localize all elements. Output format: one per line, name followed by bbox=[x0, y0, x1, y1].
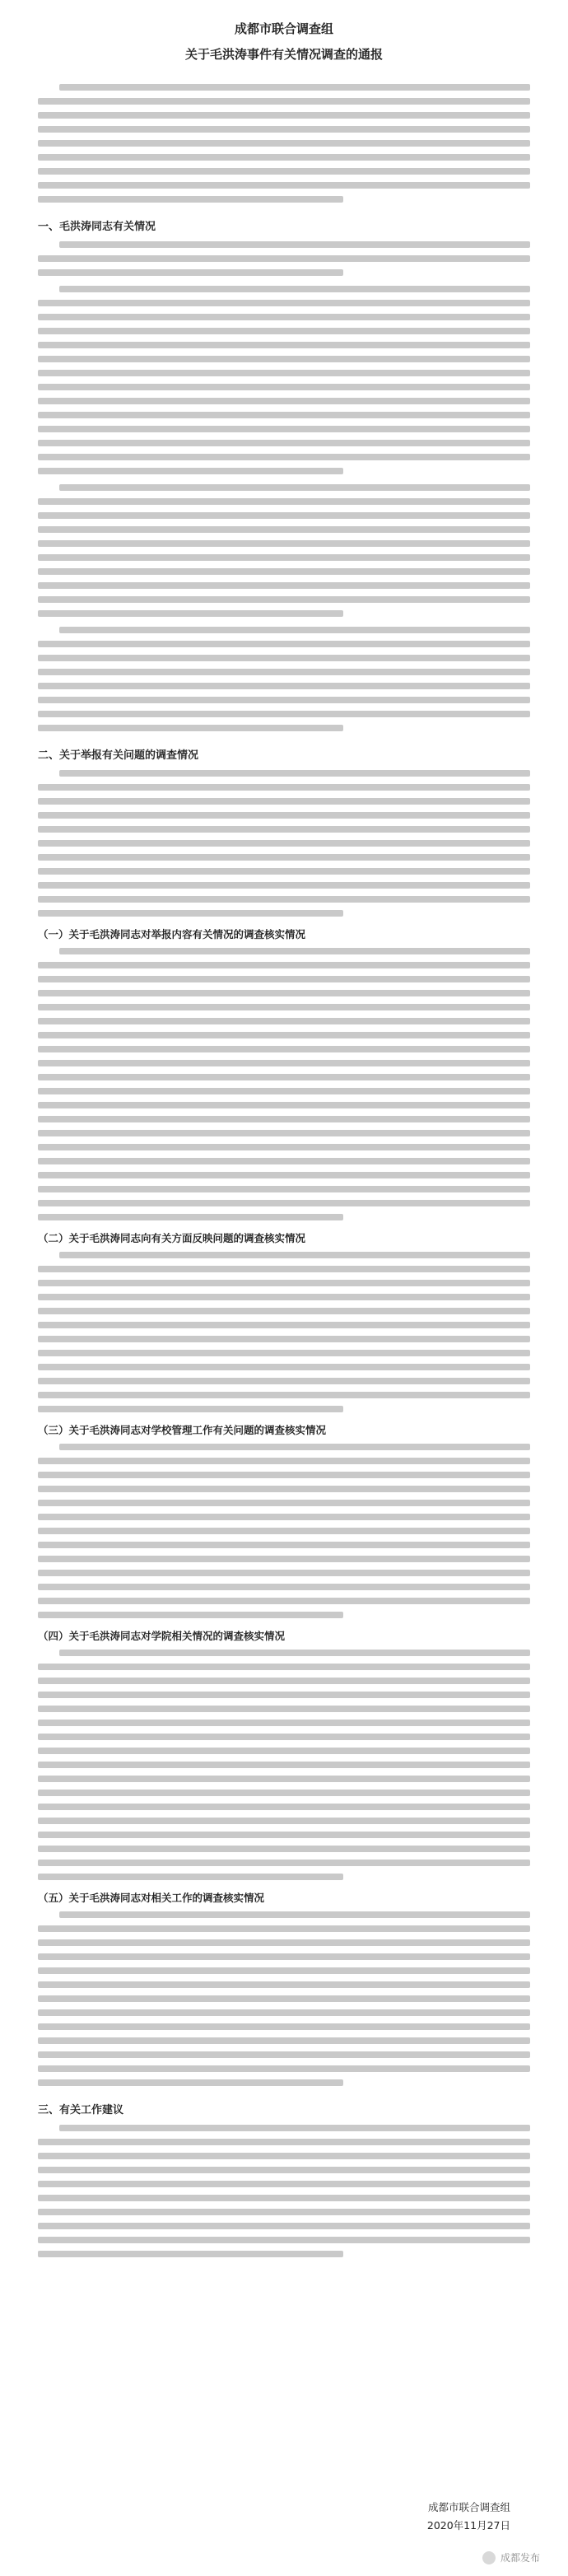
text-line bbox=[38, 2023, 530, 2030]
text-line bbox=[38, 1528, 530, 1534]
text-line bbox=[38, 655, 530, 661]
paragraph bbox=[38, 1252, 530, 1412]
text-line bbox=[38, 126, 530, 133]
text-line bbox=[38, 1953, 530, 1960]
signature-org: 成都市联合调查组 bbox=[427, 2501, 510, 2513]
text-line bbox=[38, 2037, 530, 2044]
text-line bbox=[38, 1762, 530, 1768]
text-line bbox=[38, 1116, 530, 1122]
text-line bbox=[38, 1144, 530, 1150]
text-line bbox=[38, 1542, 530, 1548]
paragraph bbox=[38, 627, 530, 731]
subsection-heading-2: （二）关于毛洪涛同志向有关方面反映问题的调查核实情况 bbox=[38, 1232, 306, 1244]
text-line bbox=[38, 1720, 530, 1726]
text-line bbox=[38, 1939, 530, 1946]
text-line bbox=[38, 2251, 343, 2257]
issuing-org: 成都市联合调查组 bbox=[234, 21, 333, 36]
text-line bbox=[59, 241, 530, 248]
text-line bbox=[38, 1074, 530, 1080]
text-line bbox=[38, 440, 530, 446]
watermark-text: 成都发布 bbox=[500, 2552, 540, 2564]
text-line bbox=[59, 770, 530, 777]
text-line bbox=[38, 1925, 530, 1932]
text-line bbox=[38, 426, 530, 432]
text-line bbox=[38, 1032, 530, 1038]
text-line bbox=[38, 910, 343, 917]
paragraph bbox=[38, 84, 530, 203]
text-line bbox=[59, 286, 530, 292]
text-line bbox=[38, 826, 530, 833]
text-line bbox=[38, 112, 530, 119]
text-line bbox=[38, 1860, 530, 1866]
text-line bbox=[38, 314, 530, 320]
weibo-logo-icon bbox=[482, 2551, 496, 2564]
text-line bbox=[38, 854, 530, 861]
text-line bbox=[38, 154, 530, 161]
text-line bbox=[38, 1790, 530, 1796]
text-line bbox=[38, 1500, 530, 1506]
text-line bbox=[38, 1200, 530, 1206]
watermark bbox=[482, 2550, 540, 2564]
text-line bbox=[38, 182, 530, 189]
text-line bbox=[38, 2167, 530, 2173]
subsection-heading-3: （三）关于毛洪涛同志对学校管理工作有关问题的调查核实情况 bbox=[38, 1424, 327, 1436]
text-line bbox=[38, 1584, 530, 1590]
text-line bbox=[38, 868, 530, 875]
text-line bbox=[38, 1556, 530, 1562]
text-line bbox=[38, 896, 530, 903]
text-line bbox=[38, 683, 530, 689]
text-line bbox=[38, 1350, 530, 1356]
subsection-heading-1: （一）关于毛洪涛同志对举报内容有关情况的调查核实情况 bbox=[38, 928, 306, 940]
text-line bbox=[38, 168, 530, 175]
text-line bbox=[38, 697, 530, 703]
text-line bbox=[38, 1046, 530, 1052]
text-line bbox=[38, 1832, 530, 1838]
text-line bbox=[38, 1486, 530, 1492]
text-line bbox=[38, 342, 530, 348]
text-line bbox=[38, 1995, 530, 2002]
text-line bbox=[38, 398, 530, 404]
text-line bbox=[38, 1664, 530, 1670]
text-line bbox=[38, 1088, 530, 1094]
text-line bbox=[59, 484, 530, 491]
text-line bbox=[38, 98, 530, 105]
signature-block bbox=[427, 2499, 510, 2535]
text-line bbox=[38, 1706, 530, 1712]
text-line bbox=[38, 498, 530, 505]
text-line bbox=[38, 1748, 530, 1754]
text-line bbox=[38, 1294, 530, 1300]
text-line bbox=[38, 2009, 530, 2016]
text-line bbox=[38, 1336, 530, 1342]
text-line bbox=[38, 1514, 530, 1520]
section-heading-1: 一、毛洪涛同志有关情况 bbox=[38, 221, 156, 233]
text-line bbox=[38, 1804, 530, 1810]
text-line bbox=[38, 882, 530, 889]
text-line bbox=[38, 1458, 530, 1464]
text-line bbox=[38, 976, 530, 982]
text-line bbox=[38, 356, 530, 362]
text-line bbox=[38, 990, 530, 996]
text-line bbox=[38, 1392, 530, 1398]
text-line bbox=[38, 2223, 530, 2229]
text-line bbox=[38, 1874, 343, 1880]
text-line bbox=[59, 948, 530, 954]
text-line bbox=[38, 1846, 530, 1852]
subsection-heading-4: （四）关于毛洪涛同志对学院相关情况的调查核实情况 bbox=[38, 1630, 286, 1642]
text-line bbox=[38, 1981, 530, 1988]
text-line bbox=[38, 512, 530, 519]
text-line bbox=[38, 1692, 530, 1698]
paragraph bbox=[38, 2125, 530, 2257]
text-line bbox=[38, 596, 530, 603]
paragraph bbox=[38, 484, 530, 617]
text-line bbox=[38, 468, 343, 474]
paragraph bbox=[38, 1444, 530, 1618]
text-line bbox=[38, 725, 343, 731]
text-line bbox=[38, 1266, 530, 1272]
paragraph bbox=[38, 770, 530, 917]
text-line bbox=[38, 196, 343, 203]
text-line bbox=[38, 1378, 530, 1384]
text-line bbox=[38, 669, 530, 675]
text-line bbox=[38, 540, 530, 547]
text-line bbox=[38, 1280, 530, 1286]
text-line bbox=[59, 1911, 530, 1918]
text-line bbox=[38, 370, 530, 376]
paragraph bbox=[38, 286, 530, 474]
text-line bbox=[38, 1004, 530, 1010]
text-line bbox=[38, 384, 530, 390]
document-title: 关于毛洪涛事件有关情况调查的通报 bbox=[184, 47, 383, 62]
text-line bbox=[38, 1678, 530, 1684]
text-line bbox=[38, 412, 530, 418]
text-line bbox=[38, 1612, 343, 1618]
signature-date: 2020年11月27日 bbox=[426, 2519, 510, 2532]
text-line bbox=[38, 1322, 530, 1328]
text-line bbox=[38, 300, 530, 306]
text-line bbox=[38, 610, 343, 617]
text-line bbox=[38, 2209, 530, 2215]
text-line bbox=[38, 1734, 530, 1740]
text-line bbox=[38, 1130, 530, 1136]
text-line bbox=[38, 1776, 530, 1782]
text-line bbox=[38, 1172, 530, 1178]
text-line bbox=[38, 2153, 530, 2159]
paragraph bbox=[38, 948, 530, 1220]
text-line bbox=[38, 1060, 530, 1066]
text-line bbox=[59, 627, 530, 633]
text-line bbox=[38, 2079, 343, 2086]
text-line bbox=[59, 1650, 530, 1656]
paragraph bbox=[38, 1650, 530, 1880]
section-heading-3: 三、有关工作建议 bbox=[38, 2104, 124, 2116]
subsection-heading-5: （五）关于毛洪涛同志对相关工作的调查核实情况 bbox=[38, 1892, 265, 1904]
text-line bbox=[38, 2181, 530, 2187]
text-line bbox=[38, 526, 530, 533]
text-line bbox=[38, 962, 530, 968]
section-heading-2: 二、关于举报有关问题的调查情况 bbox=[38, 749, 199, 762]
text-line bbox=[38, 1018, 530, 1024]
text-line bbox=[38, 269, 343, 276]
text-line bbox=[38, 454, 530, 460]
text-line bbox=[38, 1818, 530, 1824]
text-line bbox=[38, 554, 530, 561]
text-line bbox=[38, 1967, 530, 1974]
paragraph bbox=[38, 1911, 530, 2086]
text-line bbox=[38, 255, 530, 262]
text-line bbox=[38, 2195, 530, 2201]
paragraph bbox=[38, 241, 530, 276]
text-line bbox=[59, 84, 530, 91]
text-line bbox=[38, 1308, 530, 1314]
text-line bbox=[38, 568, 530, 575]
text-line bbox=[38, 1214, 343, 1220]
text-line bbox=[59, 2125, 530, 2131]
text-line bbox=[38, 2065, 530, 2072]
text-line bbox=[38, 812, 530, 819]
text-line bbox=[38, 1472, 530, 1478]
text-line bbox=[38, 328, 530, 334]
text-line bbox=[38, 1406, 343, 1412]
text-line bbox=[38, 1364, 530, 1370]
text-line bbox=[38, 140, 530, 147]
text-line bbox=[59, 1444, 530, 1450]
text-line bbox=[38, 2139, 530, 2145]
text-line bbox=[38, 582, 530, 589]
text-line bbox=[38, 1102, 530, 1108]
text-line bbox=[59, 1252, 530, 1258]
text-line bbox=[38, 1158, 530, 1164]
text-line bbox=[38, 1598, 530, 1604]
text-line bbox=[38, 2237, 530, 2243]
text-line bbox=[38, 711, 530, 717]
text-line bbox=[38, 798, 530, 805]
text-line bbox=[38, 2051, 530, 2058]
text-line bbox=[38, 784, 530, 791]
text-line bbox=[38, 840, 530, 847]
text-line bbox=[38, 641, 530, 647]
text-line bbox=[38, 1186, 530, 1192]
text-line bbox=[38, 1570, 530, 1576]
